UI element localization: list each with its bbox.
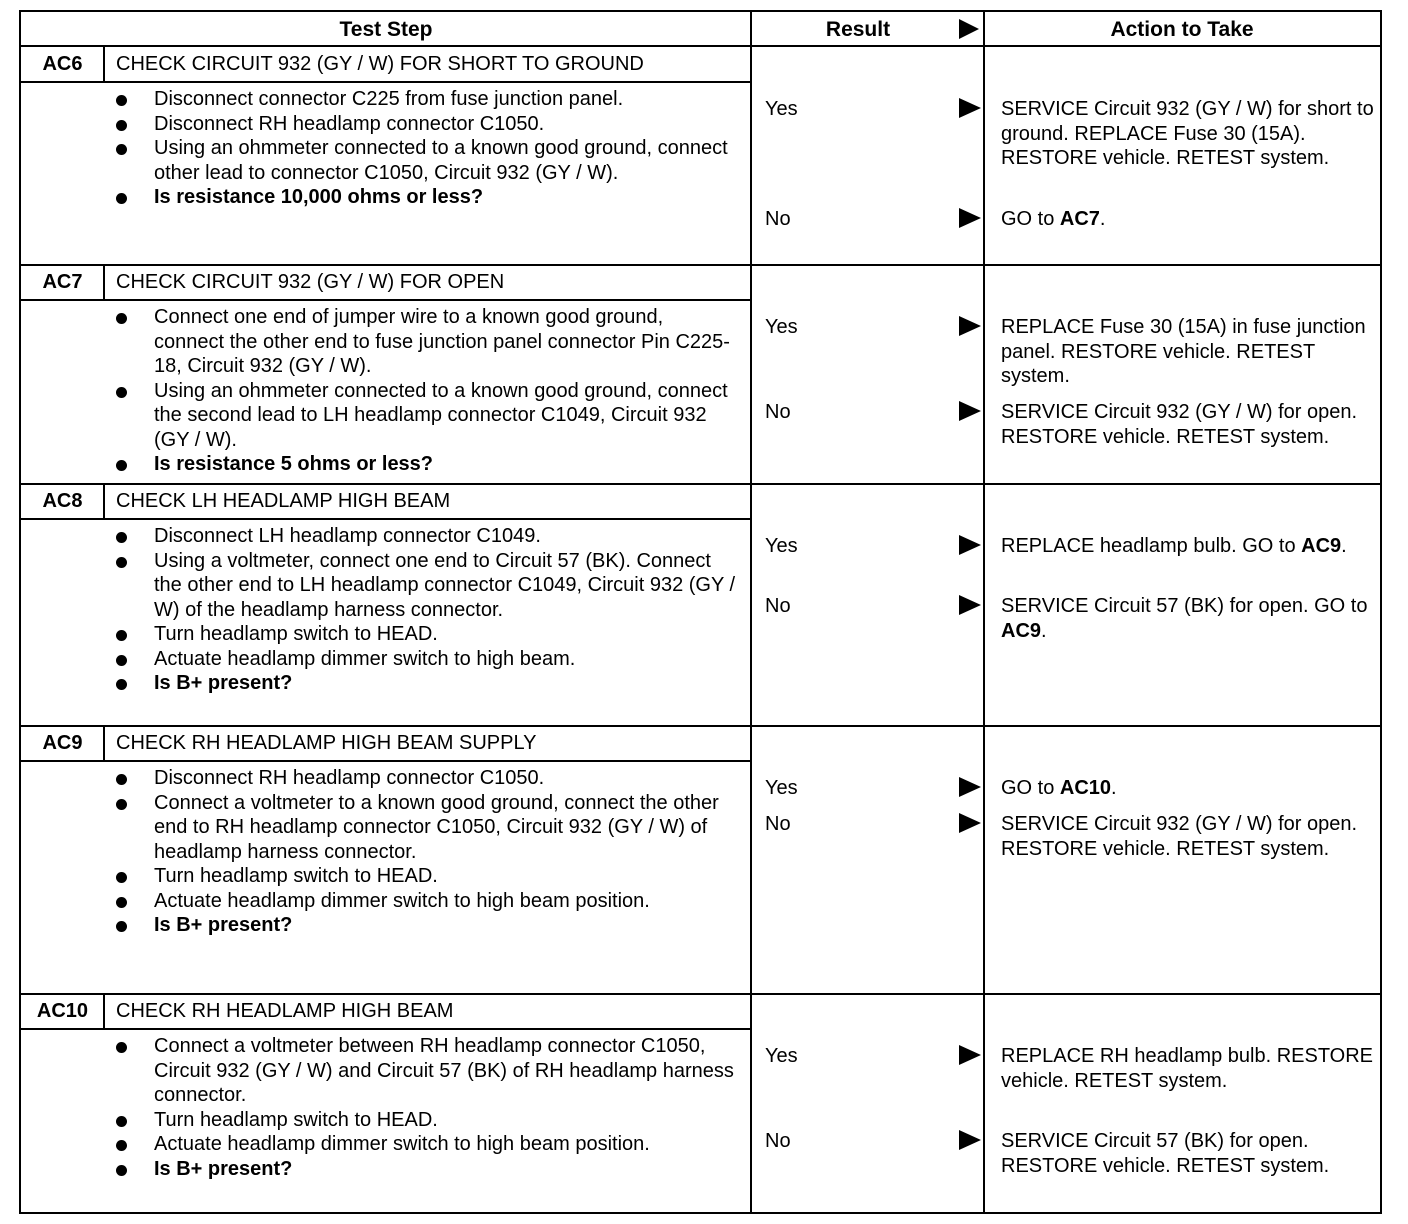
- section-title-underline: [21, 760, 752, 762]
- result-arrow-icon: [959, 1130, 981, 1150]
- section-title: CHECK RH HEADLAMP HIGH BEAM: [116, 1000, 454, 1022]
- action-step-ref: AC9: [1301, 535, 1342, 557]
- bullet-icon: [116, 897, 127, 908]
- result-arrow-icon: [959, 813, 981, 833]
- result-arrow-icon: [959, 208, 981, 228]
- result-no: No: [765, 813, 791, 835]
- bullet-icon: [116, 460, 127, 471]
- step-question: Is B+ present?: [116, 671, 736, 696]
- bullet-icon: [116, 387, 127, 398]
- step-question: Is resistance 10,000 ohms or less?: [116, 185, 736, 210]
- step-item: Disconnect connector C225 from fuse junction panel.: [116, 87, 736, 112]
- action-yes: REPLACE headlamp bulb. GO to AC9.: [1001, 535, 1347, 557]
- header-result: Result: [825, 18, 891, 41]
- section-title-underline: [21, 299, 752, 301]
- step-question: Is B+ present?: [116, 913, 736, 938]
- section-title-underline: [21, 1028, 752, 1030]
- bullet-icon: [116, 799, 127, 810]
- bullet-icon: [116, 679, 127, 690]
- action-yes: REPLACE Fuse 30 (15A) in fuse junction panel. RESTORE vehicle. RETEST system.: [1001, 316, 1366, 387]
- bullet-icon: [116, 120, 127, 131]
- section-id: AC6: [42, 53, 83, 75]
- action-step-ref: AC10: [1059, 777, 1112, 799]
- result-no: No: [765, 401, 791, 423]
- result-yes: Yes: [765, 98, 798, 120]
- result-yes: Yes: [765, 535, 798, 557]
- bullet-icon: [116, 313, 127, 324]
- bullet-icon: [116, 655, 127, 666]
- step-item: Turn headlamp switch to HEAD.: [116, 864, 736, 889]
- section-id-divider: [103, 265, 105, 299]
- test-section-ac8: [21, 484, 1380, 726]
- result-arrow-icon: [959, 98, 981, 118]
- section-title-underline: [21, 518, 752, 520]
- result-no: No: [765, 208, 791, 230]
- bullet-icon: [116, 532, 127, 543]
- step-list: [116, 1034, 736, 1181]
- bullet-icon: [116, 95, 127, 106]
- section-id-divider: [103, 994, 105, 1028]
- section-title-underline: [21, 81, 752, 83]
- step-item: Connect one end of jumper wire to a known good ground, connect the other end to fuse junction panel connector Pin C225-18, Circuit 932 (GY / W).: [116, 305, 736, 379]
- result-yes: Yes: [765, 316, 798, 338]
- header-arrow-icon: [959, 19, 979, 39]
- test-step-table: [19, 10, 1382, 1214]
- result-no: No: [765, 1130, 791, 1152]
- step-question: Is B+ present?: [116, 1157, 736, 1182]
- action-yes: GO to AC10.: [1001, 777, 1117, 799]
- step-item: Actuate headlamp dimmer switch to high beam position.: [116, 889, 736, 914]
- step-item: Connect a voltmeter to a known good ground, connect the other end to RH headlamp connector C1050, Circuit 932 (GY / W) of headlamp harness connector.: [116, 791, 736, 865]
- step-list: [116, 305, 736, 477]
- action-no: SERVICE Circuit 57 (BK) for open. GO to AC9.: [1001, 595, 1368, 642]
- result-arrow-icon: [959, 401, 981, 421]
- action-step-ref: AC7: [1059, 208, 1100, 230]
- bullet-icon: [116, 774, 127, 785]
- step-item: Actuate headlamp dimmer switch to high beam position.: [116, 1132, 736, 1157]
- step-item: Turn headlamp switch to HEAD.: [116, 1108, 736, 1133]
- step-item: Actuate headlamp dimmer switch to high beam.: [116, 647, 736, 672]
- header-action: Action to Take: [1110, 18, 1254, 41]
- section-id-divider: [103, 484, 105, 518]
- section-id-divider: [103, 47, 105, 81]
- result-arrow-icon: [959, 777, 981, 797]
- result-arrow-icon: [959, 316, 981, 336]
- section-title: CHECK CIRCUIT 932 (GY / W) FOR OPEN: [116, 271, 505, 293]
- section-title: CHECK LH HEADLAMP HIGH BEAM: [116, 490, 451, 512]
- step-item: Disconnect LH headlamp connector C1049.: [116, 524, 736, 549]
- test-section-ac9: [21, 726, 1380, 994]
- section-id: AC7: [42, 271, 83, 293]
- result-arrow-icon: [959, 535, 981, 555]
- section-title: CHECK CIRCUIT 932 (GY / W) FOR SHORT TO GROUND: [116, 53, 644, 75]
- bullet-icon: [116, 557, 127, 568]
- action-no: SERVICE Circuit 932 (GY / W) for open. RESTORE vehicle. RETEST system.: [1001, 813, 1358, 860]
- header-test-step: Test Step: [339, 18, 433, 41]
- test-section-ac10: [21, 994, 1380, 1212]
- action-yes: REPLACE RH headlamp bulb. RESTORE vehicle. RETEST system.: [1001, 1045, 1374, 1092]
- section-title: CHECK RH HEADLAMP HIGH BEAM SUPPLY: [116, 732, 537, 754]
- result-no: No: [765, 595, 791, 617]
- step-item: Using an ohmmeter connected to a known good ground, connect the second lead to LH headlamp connector C1049, Circuit 932 (GY / W).: [116, 379, 736, 453]
- section-id-divider: [103, 726, 105, 760]
- bullet-icon: [116, 630, 127, 641]
- bullet-icon: [116, 144, 127, 155]
- section-id: AC9: [42, 732, 83, 754]
- step-list: [116, 87, 736, 210]
- step-item: Using a voltmeter, connect one end to Circuit 57 (BK). Connect the other end to LH headlamp connector C1049, Circuit 932 (GY / W) of the headlamp harness connector.: [116, 549, 736, 623]
- bullet-icon: [116, 1042, 127, 1053]
- step-question: Is resistance 5 ohms or less?: [116, 452, 736, 477]
- bullet-icon: [116, 1116, 127, 1127]
- action-no: GO to AC7.: [1001, 208, 1106, 230]
- bullet-icon: [116, 1140, 127, 1151]
- result-arrow-icon: [959, 595, 981, 615]
- step-list: [116, 524, 736, 696]
- action-no: SERVICE Circuit 932 (GY / W) for open. RESTORE vehicle. RETEST system.: [1001, 401, 1358, 448]
- action-step-ref: AC9: [1001, 619, 1042, 642]
- action-yes: SERVICE Circuit 932 (GY / W) for short to ground. REPLACE Fuse 30 (15A). RESTORE vehicle. RETEST system.: [1001, 98, 1374, 169]
- step-item: Connect a voltmeter between RH headlamp connector C1050, Circuit 932 (GY / W) and Circuit 57 (BK) of RH headlamp harness connector.: [116, 1034, 736, 1108]
- step-list: [116, 766, 736, 938]
- step-item: Turn headlamp switch to HEAD.: [116, 622, 736, 647]
- result-yes: Yes: [765, 1045, 798, 1067]
- step-item: Disconnect RH headlamp connector C1050.: [116, 766, 736, 791]
- step-item: Using an ohmmeter connected to a known good ground, connect other lead to connector C1050, Circuit 932 (GY / W).: [116, 136, 736, 185]
- test-section-ac7: [21, 265, 1380, 484]
- bullet-icon: [116, 193, 127, 204]
- section-id: AC8: [42, 490, 83, 512]
- step-item: Disconnect RH headlamp connector C1050.: [116, 112, 736, 137]
- result-yes: Yes: [765, 777, 798, 799]
- bullet-icon: [116, 872, 127, 883]
- bullet-icon: [116, 1165, 127, 1176]
- section-id: AC10: [36, 1000, 89, 1022]
- result-arrow-icon: [959, 1045, 981, 1065]
- action-no: SERVICE Circuit 57 (BK) for open. RESTORE vehicle. RETEST system.: [1001, 1130, 1330, 1177]
- test-section-ac6: [21, 47, 1380, 265]
- bullet-icon: [116, 921, 127, 932]
